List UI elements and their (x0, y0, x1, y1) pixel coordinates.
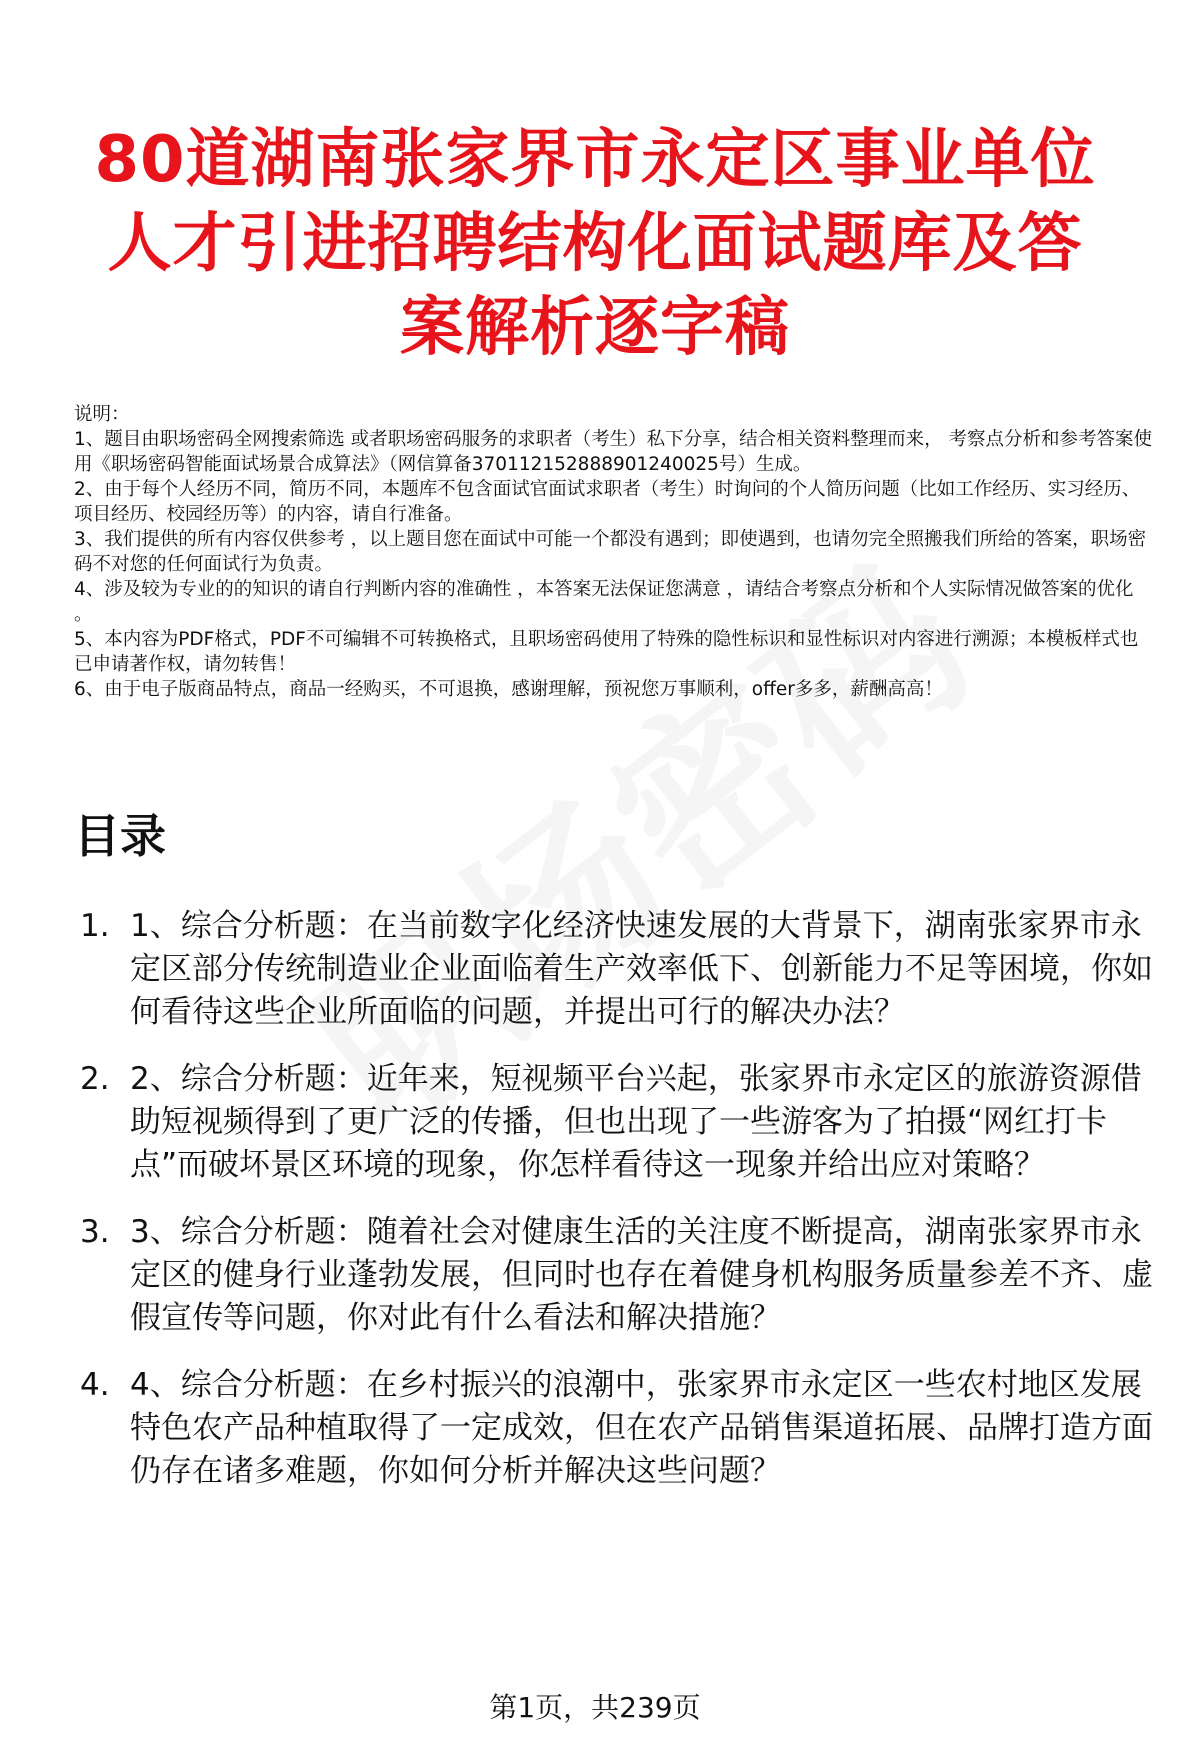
toc-item-text: 1、综合分析题：在当前数字化经济快速发展的大背景下，湖南张家界市永定区部分传统制造业企业面临着生产效率低下、创新能力不足等困境，你如何看待这些企业所面临的问题，并提出可行的解决办法？ (130, 908, 1153, 1030)
note-item: 4、涉及较为专业的的知识的请自行判断内容的准确性 ，本答案无法保证您满意 ，请结合考察点分析和个人实际情况做答案的优化 。 (74, 579, 1134, 625)
note-item: 5、本内容为PDF格式，PDF不可编辑不可转换格式，且职场密码使用了特殊的隐性标识和显性标识对内容进行溯源；本模板样式也已申请著作权，请勿转售！ (74, 629, 1139, 675)
page-footer: 第1页，共239页 (489, 1691, 701, 1724)
toc-item-text: 4、综合分析题：在乡村振兴的浪潮中，张家界市永定区一些农村地区发展特色农产品种植取得了一定成效，但在农产品销售渠道拓展、品牌打造方面仍存在诸多难题，你如何分析并解决这些问题？ (130, 1367, 1153, 1489)
toc-item[interactable] (80, 1211, 1170, 1340)
toc-item[interactable] (80, 905, 1170, 1034)
notes-section (74, 402, 1154, 702)
note-item: 6、由于电子版商品特点，商品一经购买，不可退换，感谢理解，预祝您万事顺利，offer多多，薪酬高高！ (74, 679, 943, 700)
toc-item-number: 1. (80, 908, 110, 944)
toc-item-number: 2. (80, 1061, 110, 1097)
toc-item-text: 3、综合分析题：随着社会对健康生活的关注度不断提高，湖南张家界市永定区的健身行业蓬勃发展，但同时也存在着健身机构服务质量参差不齐、虚假宣传等问题，你对此有什么看法和解决措施？ (130, 1214, 1153, 1336)
toc-list (80, 905, 1170, 1517)
note-item: 2、由于每个人经历不同，简历不同，本题库不包含面试官面试求职者（考生）时询问的个人简历问题（比如工作经历、实习经历、项目经历、校园经历等）的内容，请自行准备。 (74, 479, 1141, 525)
toc-item-text: 2、综合分析题：近年来，短视频平台兴起，张家界市永定区的旅游资源借助短视频得到了更广泛的传播，但也出现了一些游客为了拍摄“网红打卡点”而破坏景区环境的现象，你怎样看待这一现象并给出应对策略？ (130, 1061, 1142, 1183)
toc-heading: 目录 (74, 809, 166, 863)
notes-heading: 说明： (74, 404, 130, 425)
page-title: 80道湖南张家界市永定区事业单位人才引进招聘结构化面试题库及答案解析逐字稿 (94, 123, 1096, 365)
toc-item-number: 4. (80, 1367, 110, 1403)
toc-item[interactable] (80, 1364, 1170, 1493)
note-item: 3、我们提供的所有内容仅供参考 ，以上题目您在面试中可能一个都没有遇到；即使遇到，也请勿完全照搬我们所给的答案，职场密码不对您的任何面试行为负责。 (74, 529, 1147, 575)
toc-item[interactable] (80, 1058, 1170, 1187)
toc-item-number: 3. (80, 1214, 110, 1250)
note-item: 1、题目由职场密码全网搜索筛选 或者职场密码服务的求职者（考生）私下分享，结合相关资料整理而来， 考察点分析和参考答案使用《职场密码智能面试场景合成算法》（网信算备370112152888901240025号）生成。 (74, 429, 1153, 475)
